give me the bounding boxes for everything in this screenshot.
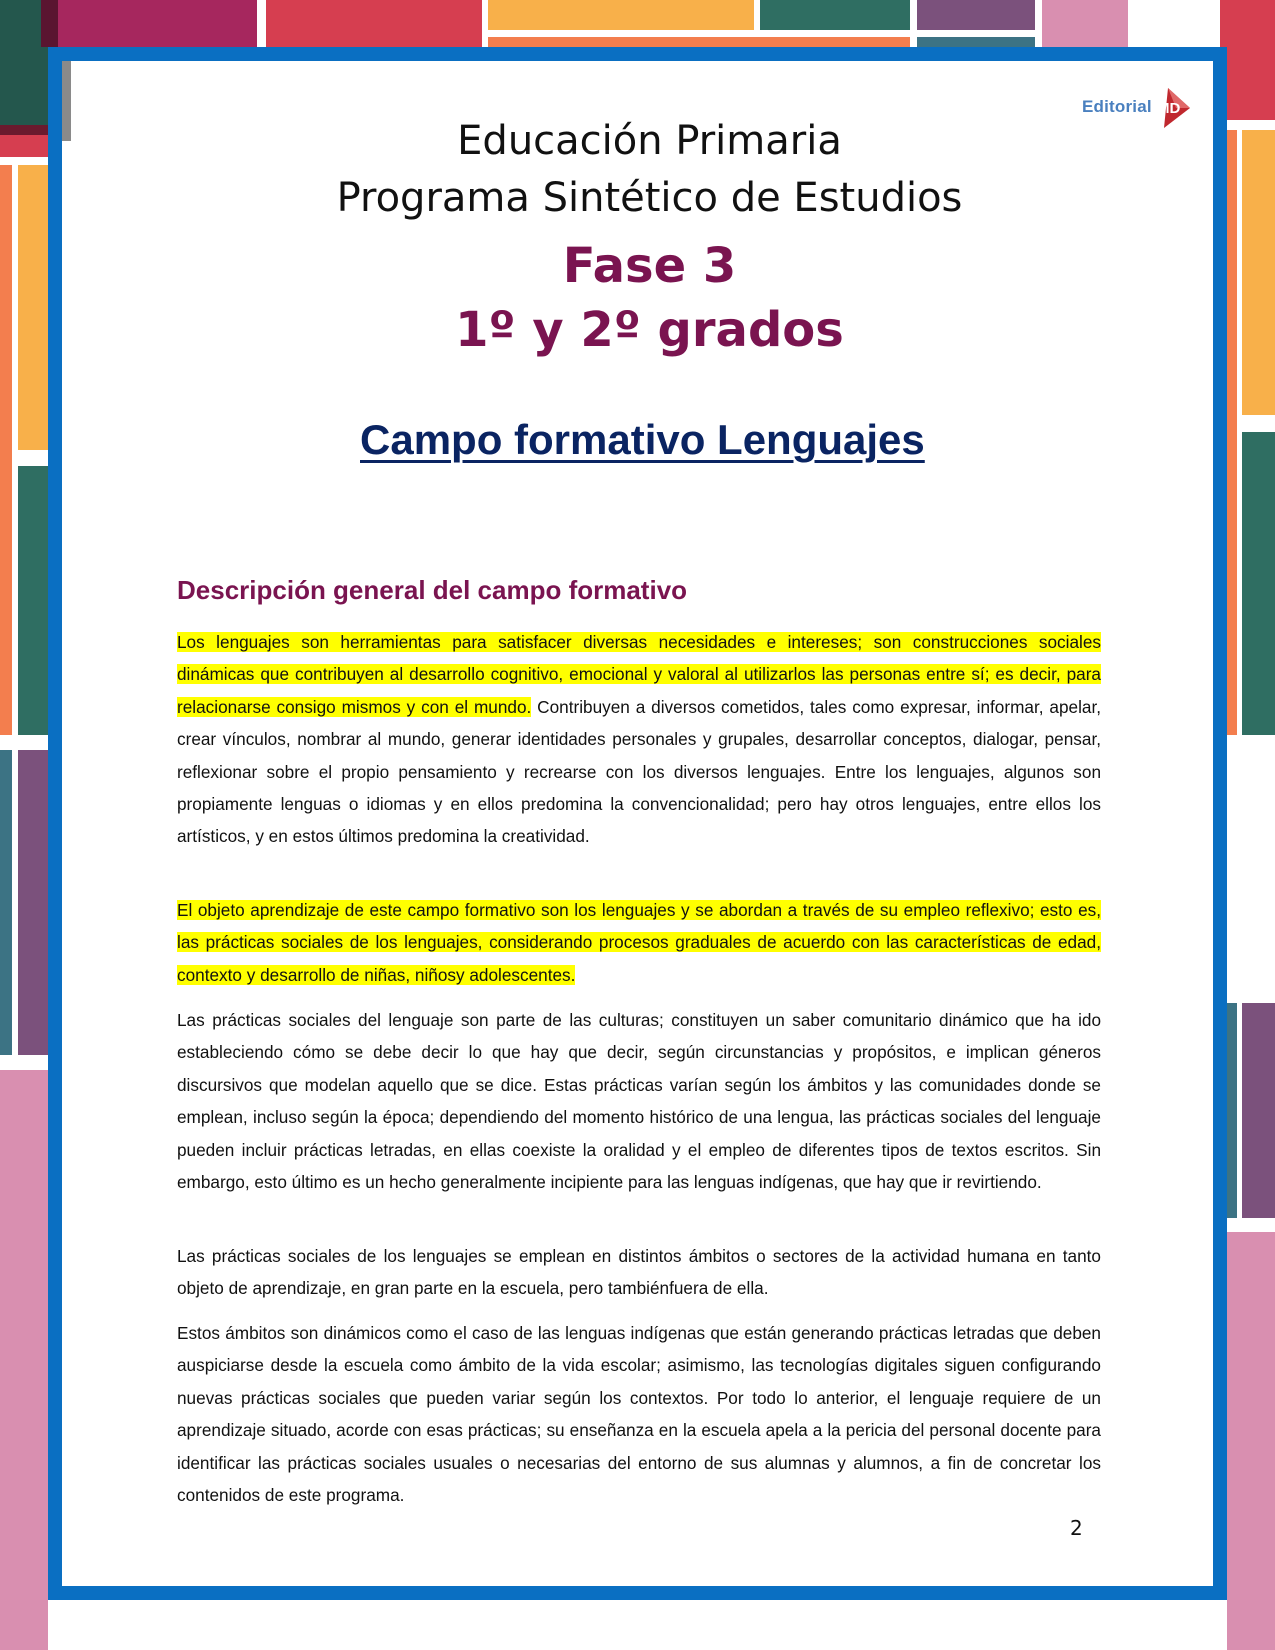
highlighted-text: El objeto aprendizaje de este campo formativo son los lenguajes y se abordan a través de su empleo reflexivo; esto es, las prácticas sociales de los lenguajes, considerando procesos graduales de acuerdo con las características de edad, contexto y desarrollo de niñas, niñosy adolescentes. bbox=[177, 900, 1101, 985]
deco-top-magenta bbox=[58, 0, 257, 47]
deco-top-darkmaroon bbox=[41, 0, 58, 47]
title-level: Educación Primaria bbox=[457, 118, 842, 164]
deco-right-orange bbox=[1242, 130, 1275, 415]
paragraph-4: Las prácticas sociales de los lenguajes se emplean en distintos ámbitos o sectores de la actividad humana en tanto objeto de aprendizaje, en gran parte en la escuela, pero tambiénfuera de ella. bbox=[177, 1246, 1101, 1299]
deco-top-pink bbox=[1042, 0, 1128, 47]
deco-left-darkred bbox=[0, 125, 48, 135]
deco-top-teal bbox=[917, 37, 1035, 47]
deco-right-pink bbox=[1227, 1232, 1275, 1650]
deco-top-purple bbox=[917, 0, 1035, 30]
page-number: 2 bbox=[1070, 1516, 1083, 1540]
section-title: Campo formativo Lenguajes bbox=[360, 416, 925, 463]
frame-border-bottom bbox=[48, 1586, 1227, 1600]
highlighted-text: Los lenguajes son herramientas para satisfacer diversas necesidades e intereses; son construcciones sociales dinámicas que contribuyen al desarrollo cognitivo, emocional y valoral al utilizarlos las personas entre sí; es decir, para relacionarse consigo mismos y con el mundo. bbox=[177, 632, 1101, 717]
deco-top-coral bbox=[488, 37, 910, 47]
deco-top-orange bbox=[488, 0, 754, 30]
deco-right-green bbox=[1242, 432, 1275, 735]
svg-text:MD: MD bbox=[1156, 100, 1181, 117]
deco-left-teal bbox=[0, 750, 12, 1055]
paragraph-1 bbox=[177, 626, 1101, 853]
deco-top-red bbox=[266, 0, 482, 47]
paragraph-text: Contribuyen a diversos cometidos, tales como expresar, informar, apelar, crear vínculos, nombrar al mundo, generar identidades personales y grupales, desarrollar conceptos, dialogar, pensar, reflexionar sobre el propio pensamiento y recrearse con los diversos lenguajes. Entre los lenguajes, algunos son propiamente lenguas o idiomas y en ellos predomina la convencionalidad; pero hay otros lenguajes, entre ellos los artísticos, y en estos últimos predomina la creatividad. bbox=[177, 696, 1101, 847]
title-program: Programa Sintético de Estudios bbox=[336, 175, 963, 221]
subsection-title: Descripción general del campo formativo bbox=[177, 575, 688, 605]
deco-top-green bbox=[760, 0, 910, 30]
paragraph-5: Estos ámbitos son dinámicos como el caso de las lenguas indígenas que están generando prácticas letradas que deben auspiciarse desde la escuela como ámbito de la vida escolar; asimismo, las tecnologías digitales siguen configurando nuevas prácticas sociales que pueden variar según los contextos. Por todo lo anterior, el lenguaje requiere de un aprendizaje situado, acorde con esas prácticas; su enseñanza en la escuela apela a la pericia del personal docente para identificar las prácticas sociales usuales o necesarias del entorno de sus alumnas y alumnos, a fin de concretar los contenidos de este programa. bbox=[177, 1323, 1101, 1506]
deco-right-teal bbox=[1227, 1003, 1237, 1218]
deco-left-red bbox=[0, 135, 48, 157]
deco-left-green bbox=[18, 466, 48, 735]
frame-border-left bbox=[48, 47, 62, 1599]
deco-left-pink bbox=[0, 1070, 48, 1650]
title-phase: Fase 3 bbox=[562, 238, 737, 294]
deco-left-purple bbox=[18, 750, 48, 1055]
deco-left-coral bbox=[0, 165, 12, 735]
paragraph-3: Las prácticas sociales del lenguaje son parte de las culturas; constituyen un saber comunitario dinámico que ha ido estableciendo cómo se debe decir lo que hay que decir, según circunstancias y propósitos, e implican géneros discursivos que modelan aquello que se dice. Estas prácticas varían según los ámbitos y las comunidades donde se emplean, incluso según la época; dependiendo del momento histórico de una lengua, las prácticas sociales del lenguaje pueden incluir prácticas letradas, en ellas coexiste la oralidad y el empleo de diferentes tipos de textos escritos. Sin embargo, esto último es un hecho generalmente incipiente para las lenguas indígenas, que hay que ir revirtiendo. bbox=[177, 1010, 1101, 1193]
deco-right-red bbox=[1220, 0, 1275, 120]
deco-left-orange bbox=[18, 165, 48, 450]
title-grades: 1º y 2º grados bbox=[455, 302, 844, 358]
frame-border-top bbox=[48, 47, 1227, 61]
logo-text: Editorial bbox=[1082, 97, 1152, 116]
paragraph-2 bbox=[177, 894, 1101, 991]
deco-right-purple bbox=[1242, 1003, 1275, 1218]
